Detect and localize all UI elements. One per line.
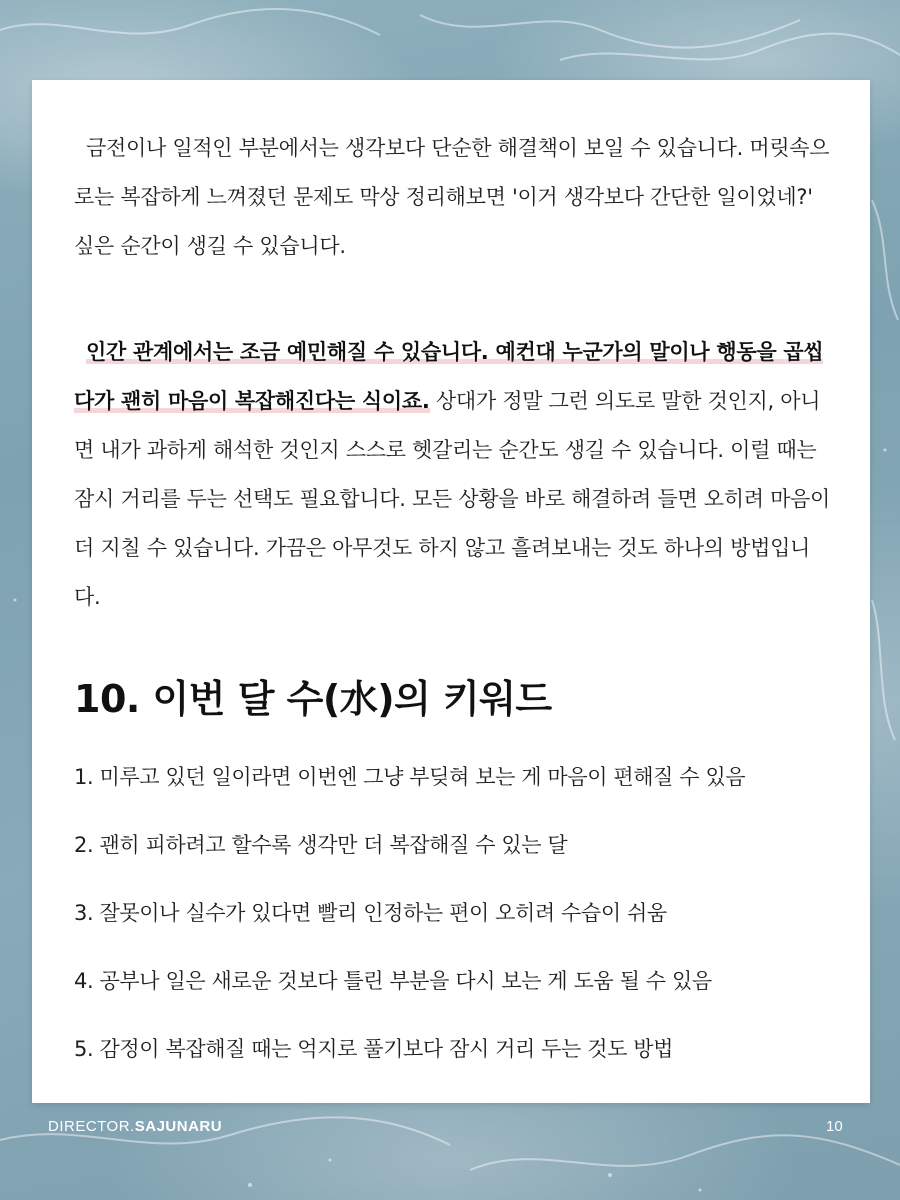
keyword-list: [74, 760, 864, 1100]
keyword-item: 5. 감정이 복잡해질 때는 억지로 풀기보다 잠시 거리 두는 것도 방법: [74, 1037, 674, 1061]
keyword-item: 1. 미루고 있던 일이라면 이번엔 그냥 부딪혀 보는 게 마음이 편해질 수 있음: [74, 765, 746, 789]
brand-prefix: DIRECTOR.: [48, 1118, 135, 1135]
section-heading: 10. 이번 달 수(水)의 키워드: [74, 677, 552, 721]
keyword-item: 2. 괜히 피하려고 할수록 생각만 더 복잡해질 수 있는 달: [74, 833, 568, 857]
footer-brand: [48, 1118, 222, 1135]
paragraph-relationships: [74, 328, 834, 622]
paragraph-relationships-text: 상대가 정말 그런 의도로 말한 것인지, 아니면 내가 과하게 해석한 것인지 스스로 헷갈리는 순간도 생길 수 있습니다. 이럴 때는 잠시 거리를 두는 선택도 필요합니다. 모든 상황을 바로 해결하려 들면 오히려 마음이 더 지칠 수 있습니다. 가끔은 아무것도 하지 않고 흘려보내는 것도 하나의 방법입니다.: [74, 389, 831, 609]
brand-name: SAJUNARU: [134, 1118, 223, 1135]
page-number: 10: [826, 1118, 843, 1135]
keyword-item: 4. 공부나 일은 새로운 것보다 틀린 부분을 다시 보는 게 도움 될 수 있음: [74, 969, 712, 993]
paragraph-finance-text: 금전이나 일적인 부분에서는 생각보다 단순한 해결책이 보일 수 있습니다. 머릿속으로는 복잡하게 느껴졌던 문제도 막상 정리해보면 '이거 생각보다 간단한 일이었네?' 싶은 순간이 생길 수 있습니다.: [74, 136, 830, 258]
highlighted-sentence: 인간 관계에서는 조금 예민해질 수 있습니다. 예컨대 누군가의 말이나 행동을 곱씹다가 괜히 마음이 복잡해진다는 식이죠.: [74, 340, 824, 413]
content-card: [32, 80, 870, 1103]
keyword-item: 3. 잘못이나 실수가 있다면 빨리 인정하는 편이 오히려 수습이 쉬움: [74, 901, 667, 925]
paragraph-finance: [74, 124, 834, 271]
